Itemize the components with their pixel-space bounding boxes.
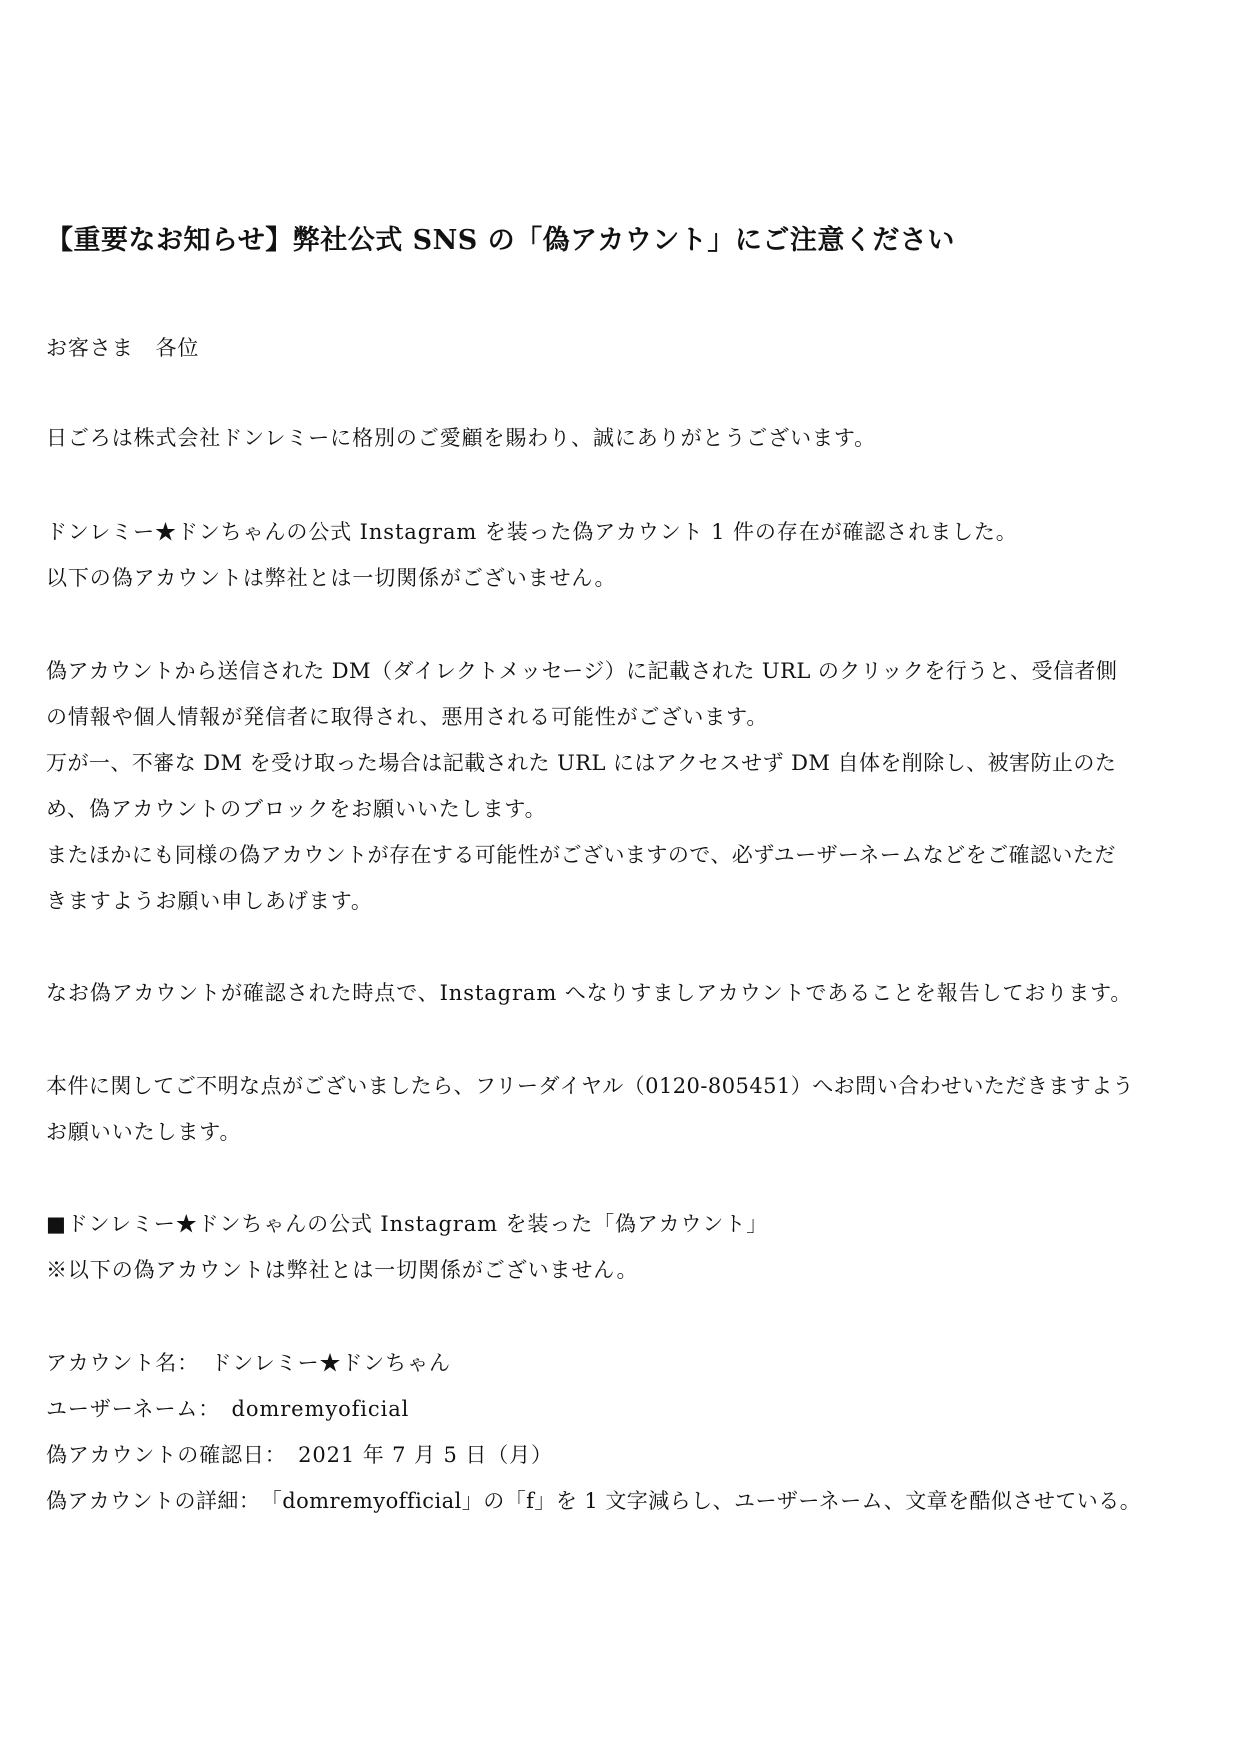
paragraph-4-line-2: お願いいたします。 [46, 1120, 242, 1144]
paragraph-2-line-6: きますようお願い申しあげます。 [46, 889, 373, 913]
account-name-row: アカウント名： ドンレミー★ドンちゃん [46, 1351, 451, 1375]
fake-account-note: ※以下の偽アカウントは弊社とは一切関係がございません。 [46, 1258, 639, 1282]
paragraph-4-line-1: 本件に関してご不明な点がございましたら、フリーダイヤル（0120-805451）へお問い合わせいただきますよう [46, 1074, 1134, 1098]
fake-account-heading: ■ドンレミー★ドンちゃんの公式 Instagram を装った「偽アカウント」 [46, 1212, 769, 1236]
paragraph-2-line-3: 万が一、不審な DM を受け取った場合は記載された URL にはアクセスせず DM 自体を削除し、被害防止のた [46, 751, 1117, 775]
confirmed-date-row: 偽アカウントの確認日： 2021 年 7 月 5 日（月） [46, 1443, 553, 1467]
paragraph-2-line-2: の情報や個人情報が発信者に取得され、悪用される可能性がございます。 [46, 705, 769, 729]
paragraph-3: なお偽アカウントが確認された時点で、Instagram へなりすましアカウントであることを報告しております。 [46, 981, 1133, 1005]
greeting-text: 日ごろは株式会社ドンレミーに格別のご愛顧を賜わり、誠にありがとうございます。 [46, 426, 876, 450]
paragraph-1-line-1: ドンレミー★ドンちゃんの公式 Instagram を装った偽アカウント 1 件の存在が確認されました。 [46, 520, 1018, 544]
paragraph-1-line-2: 以下の偽アカウントは弊社とは一切関係がございません。 [46, 566, 617, 590]
document-title: 【重要なお知らせ】弊社公式 SNS の「偽アカウント」にご注意ください [46, 225, 955, 256]
salutation: お客さま 各位 [46, 336, 200, 360]
details-row: 偽アカウントの詳細： 「domremyofficial」の「f」を 1 文字減らし、ユーザーネーム、文章を酷似させている。 [46, 1489, 1142, 1513]
paragraph-2-line-1: 偽アカウントから送信された DM（ダイレクトメッセージ）に記載された URL のクリックを行うと、受信者側 [46, 659, 1118, 683]
paragraph-2-line-5: またほかにも同様の偽アカウントが存在する可能性がございますので、必ずユーザーネームなどをご確認いただ [46, 843, 1116, 867]
username-row: ユーザーネーム： domremyoficial [46, 1397, 410, 1421]
paragraph-2-line-4: め、偽アカウントのブロックをお願いいたします。 [46, 797, 547, 821]
